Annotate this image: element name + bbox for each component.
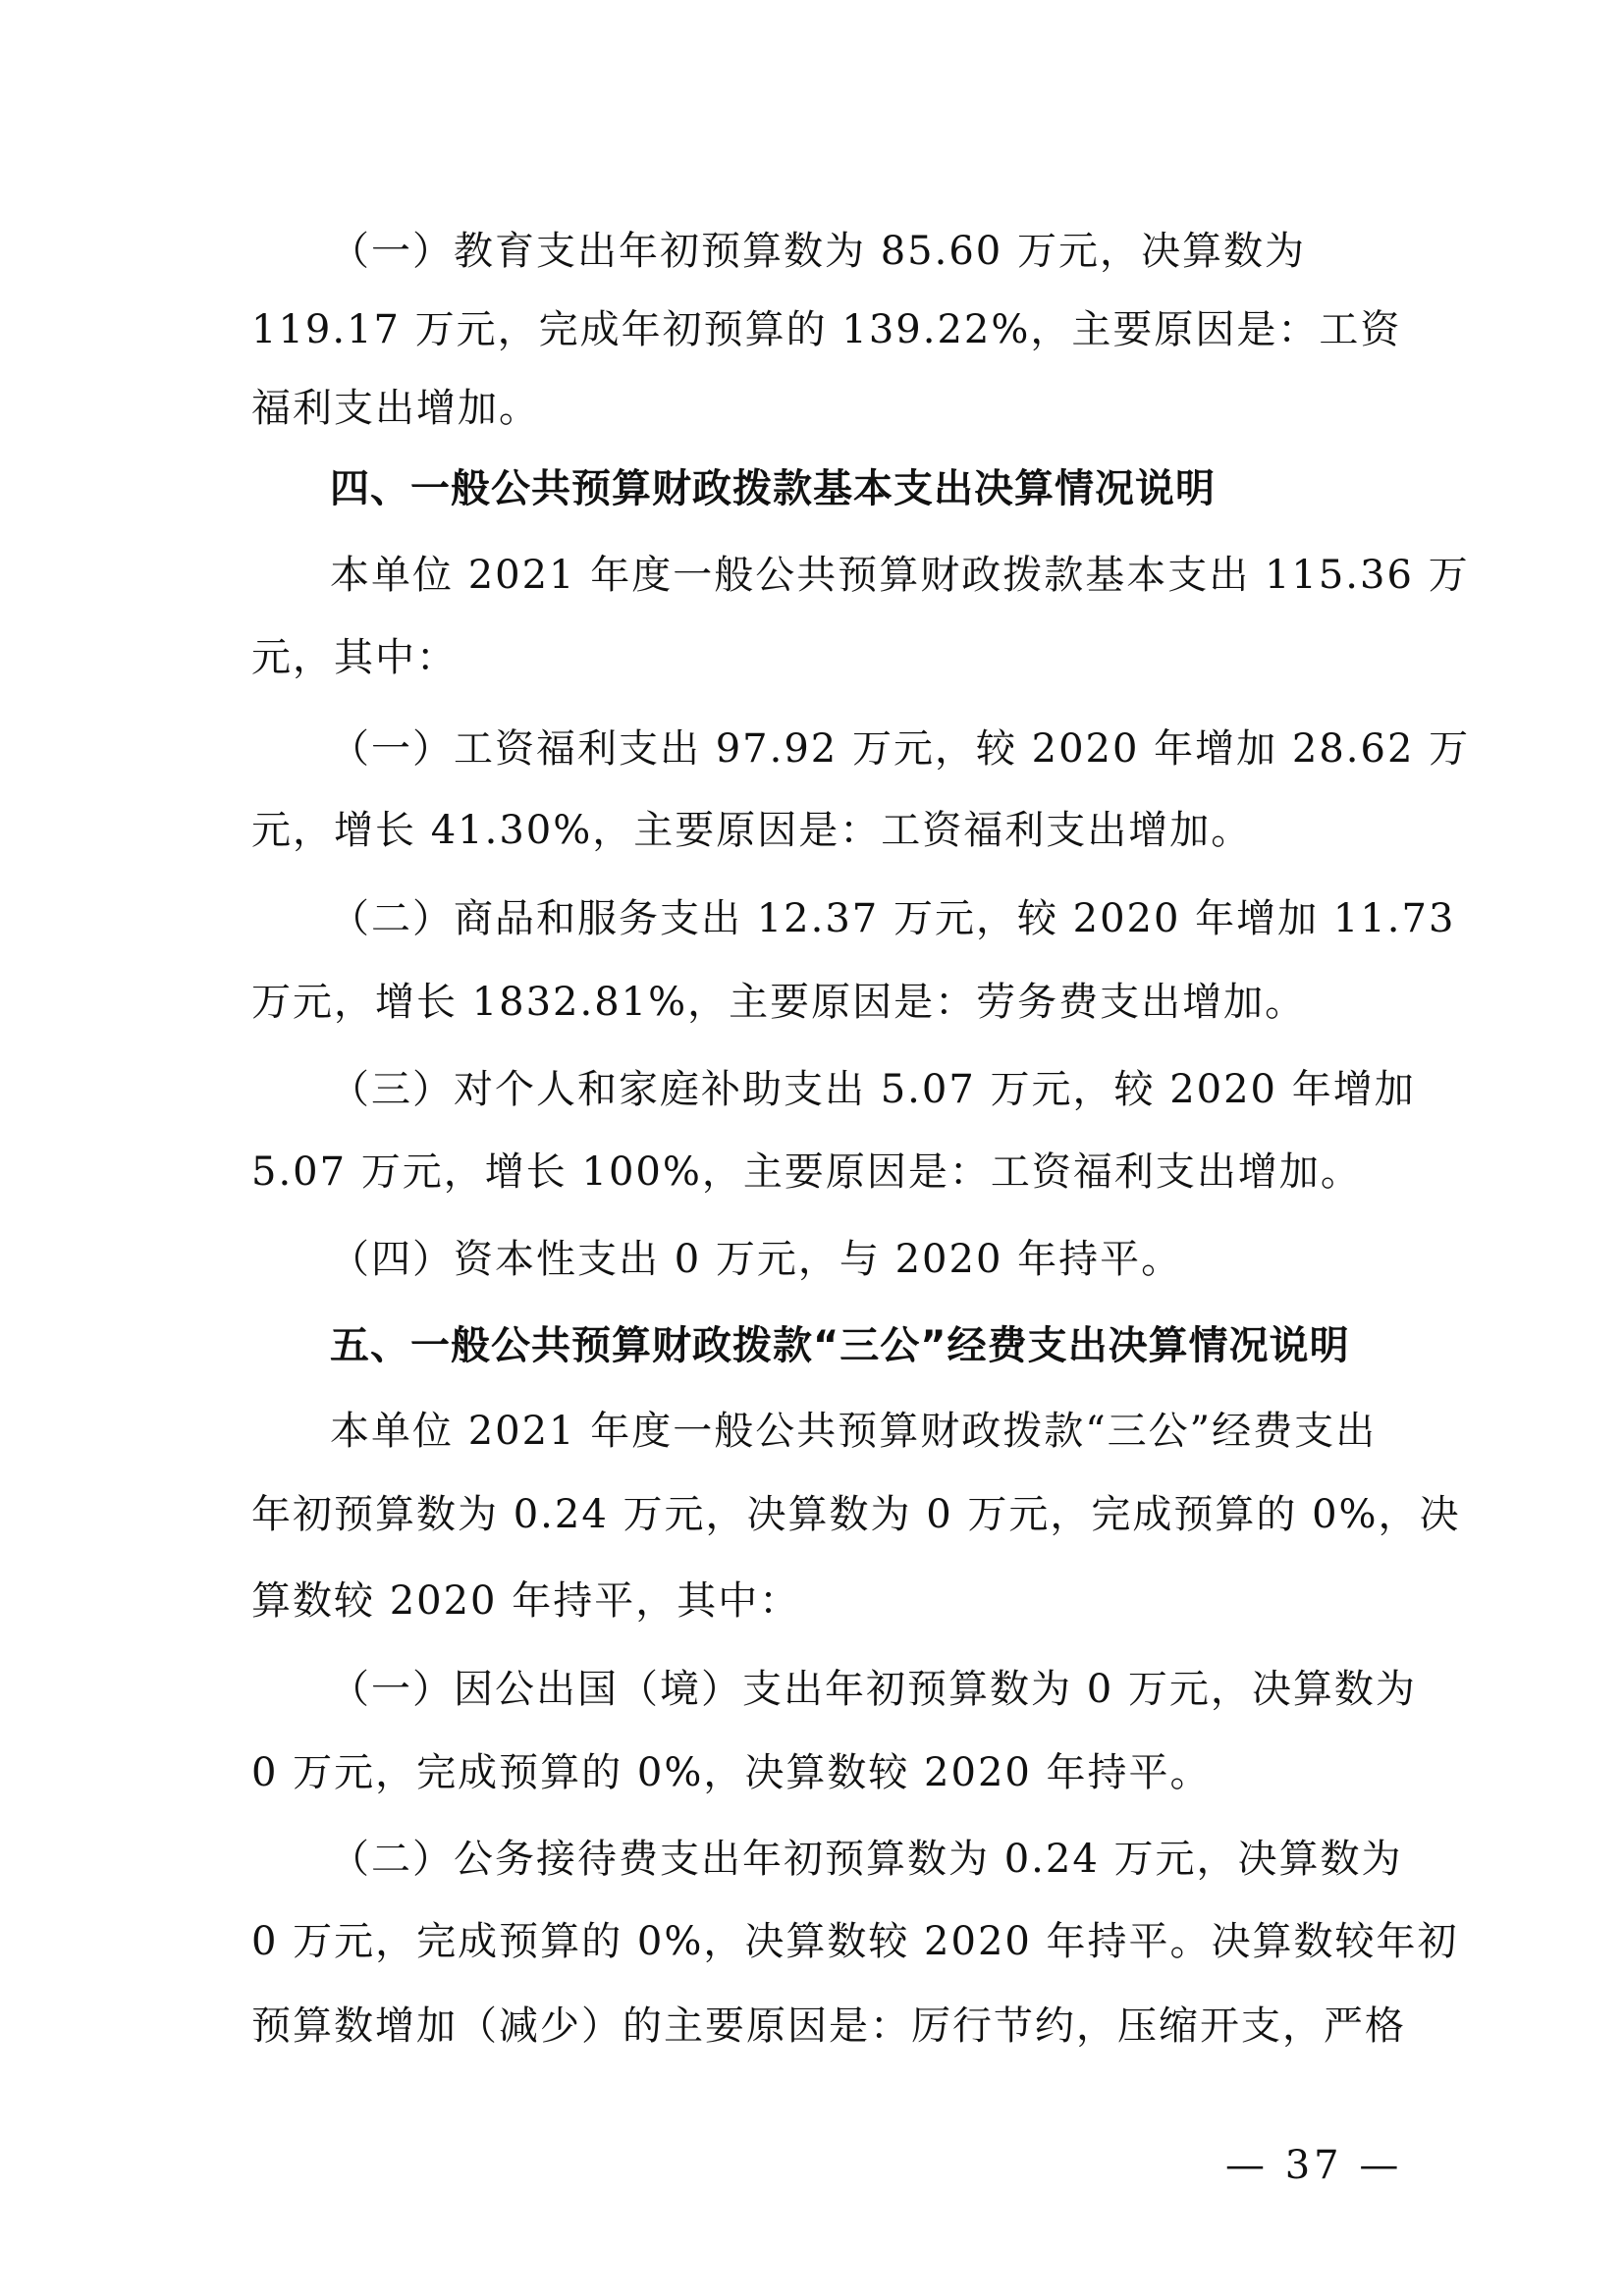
paragraph-line: 元，增长 41.30%，主要原因是：工资福利支出增加。 (251, 808, 1253, 853)
paragraph-line: 本单位 2021 年度一般公共预算财政拨款“三公”经费支出 (330, 1409, 1378, 1454)
page-number: — 37 — (1225, 2143, 1403, 2188)
paragraph-line: （二）公务接待费支出年初预算数为 0.24 万元，决算数为 (330, 1837, 1403, 1882)
section-heading: 五、一般公共预算财政拨款“三公”经费支出决算情况说明 (330, 1323, 1350, 1368)
paragraph-line: （二）商品和服务支出 12.37 万元，较 2020 年增加 11.73 (330, 896, 1456, 941)
paragraph-line: 万元，增长 1832.81%，主要原因是：劳务费支出增加。 (251, 980, 1307, 1025)
paragraph-line: 119.17 万元，完成年初预算的 139.22%，主要原因是：工资 (251, 307, 1402, 352)
paragraph-line: 算数较 2020 年持平，其中： (251, 1578, 801, 1624)
paragraph-line: 0 万元，完成预算的 0%，决算数较 2020 年持平。决算数较年初 (251, 1919, 1459, 1964)
paragraph-line: （四）资本性支出 0 万元，与 2020 年持平。 (330, 1237, 1183, 1282)
paragraph-line: 年初预算数为 0.24 万元，决算数为 0 万元，完成预算的 0%，决 (251, 1492, 1461, 1537)
paragraph-line: （一）工资福利支出 97.92 万元，较 2020 年增加 28.62 万 (330, 726, 1471, 772)
paragraph-line: 元，其中： (251, 635, 458, 680)
paragraph-line: （一）因公出国（境）支出年初预算数为 0 万元，决算数为 (330, 1667, 1417, 1712)
paragraph-line: （一）教育支出年初预算数为 85.60 万元，决算数为 (330, 229, 1306, 274)
section-heading: 四、一般公共预算财政拨款基本支出决算情况说明 (330, 466, 1216, 511)
paragraph-line: 福利支出增加。 (251, 386, 540, 431)
paragraph-line: 0 万元，完成预算的 0%，决算数较 2020 年持平。 (251, 1750, 1212, 1795)
paragraph-line: （三）对个人和家庭补助支出 5.07 万元，较 2020 年增加 (330, 1067, 1416, 1112)
paragraph-line: 预算数增加（减少）的主要原因是：厉行节约，压缩开支，严格 (251, 2003, 1406, 2049)
paragraph-line: 本单位 2021 年度一般公共预算财政拨款基本支出 115.36 万 (330, 553, 1470, 598)
paragraph-line: 5.07 万元，增长 100%，主要原因是：工资福利支出增加。 (251, 1149, 1362, 1195)
